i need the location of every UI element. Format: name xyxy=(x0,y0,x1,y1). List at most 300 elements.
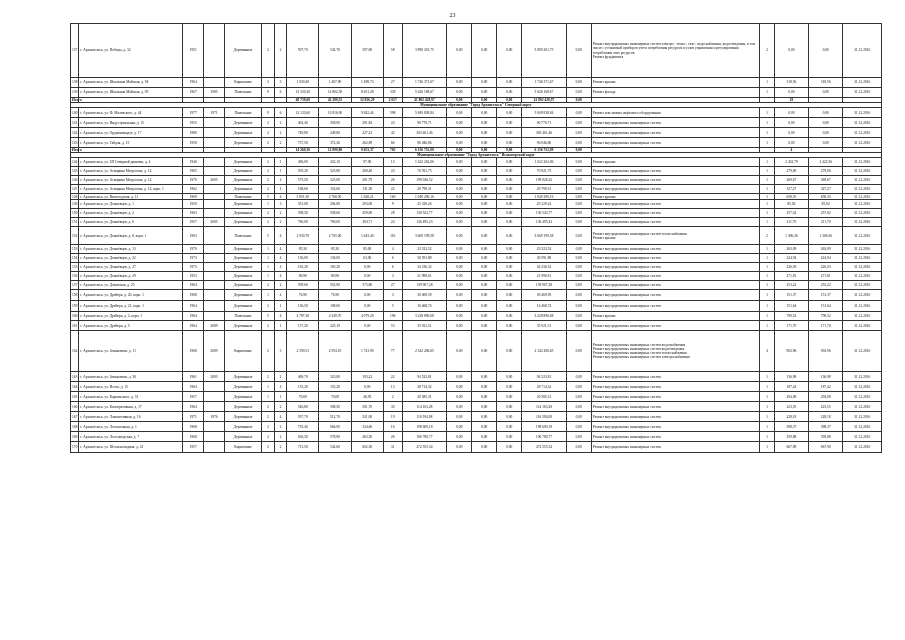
unit-cost-cell: 658,35 xyxy=(774,194,808,200)
total-cost-cell: 70 921,75 xyxy=(402,167,447,176)
residents-cell: 24 xyxy=(383,118,402,128)
entrances-cell: 1 xyxy=(274,158,286,167)
premises-area-cell: 80,90 xyxy=(319,272,351,281)
premises-area-cell: 2 765,00 xyxy=(319,227,351,245)
municipal-cost-cell: 0,00 xyxy=(497,263,522,272)
residential-area-cell: 0,00 xyxy=(351,272,383,281)
total-area-cell: 402,40 xyxy=(287,118,319,128)
total-area-cell: 575,50 xyxy=(287,176,319,185)
owners-cost-cell: 136 495,23 xyxy=(522,218,567,227)
unit-cost-cell: 667,90 xyxy=(774,442,808,453)
limit-cost-cell: 85,92 xyxy=(809,200,843,209)
limit-cost-cell: 2 422,36 xyxy=(809,158,843,167)
fund-cost-cell: 0,00 xyxy=(447,200,472,209)
work-count-cell: 1 xyxy=(760,321,775,331)
year-built-cell: 1946 xyxy=(183,158,204,167)
limit-cost-cell: 151,37 xyxy=(809,290,843,301)
works-cell xyxy=(591,138,759,148)
work-type: Ремонт крыши xyxy=(592,235,616,240)
total-cost-cell: 2 342 206,65 xyxy=(402,331,447,372)
address-cell: г. Архангельск, ул. Орджоникидзе, д. 17 xyxy=(79,128,183,138)
municipal-cost-cell: 0,00 xyxy=(497,432,522,442)
works-cell xyxy=(591,412,759,422)
work-type: Ремонт внутридомовых инженерных систем xyxy=(592,274,661,279)
owners-cost-cell: 198 609,18 xyxy=(522,422,567,432)
owners-cost-cell: 130 543,77 xyxy=(522,209,567,218)
unit-cost-cell: 19 xyxy=(774,98,808,103)
work-type: Ремонт внутридомовых инженерных систем электро-, тепло-, газо-, водоснабжения, водоотведения, в том числе с установкой приборов учета потребления ресурсов и узлов управления и регулирования потребления этих ресурсов xyxy=(592,42,755,55)
residents-cell: 6 xyxy=(383,254,402,263)
completion-date-cell: 31.12.2016 xyxy=(843,118,882,128)
owners-cost-cell: 116 594,08 xyxy=(522,412,567,422)
other-cost-cell: 0,00 xyxy=(566,24,591,78)
other-cost-cell: 0,00 xyxy=(566,200,591,209)
year-renovated-cell xyxy=(204,185,225,194)
unit-cost-cell: 318,56 xyxy=(774,78,808,88)
owners-cost-cell: 139 967,28 xyxy=(522,281,567,290)
residents-cell: 9 xyxy=(383,200,402,209)
entrances-cell: 2 xyxy=(274,128,286,138)
municipal-cost-cell: 0,00 xyxy=(497,78,522,88)
work-count-cell: 1 xyxy=(760,245,775,254)
other-cost-cell: 0,00 xyxy=(566,245,591,254)
residents-cell: 339 xyxy=(383,88,402,98)
row-number: 141 xyxy=(71,118,79,128)
page-number: 23 xyxy=(449,13,456,19)
work-count-cell: 1 xyxy=(760,442,775,453)
address-cell: г. Архангельск, ул. Дежнёвцев, д. 29 xyxy=(79,272,183,281)
row-number: 148 xyxy=(72,194,78,199)
regional-cost-cell: 0,00 xyxy=(472,148,497,153)
works-cell xyxy=(591,218,759,227)
completion-date-cell: 31.12.2016 xyxy=(843,128,882,138)
works-cell xyxy=(591,78,759,88)
work-count-cell: 1 xyxy=(760,218,775,227)
residents-cell: 19 xyxy=(383,412,402,422)
unit-cost-cell: 151,37 xyxy=(774,290,808,301)
row-number: 164 xyxy=(71,382,79,392)
floors-cell: 2 xyxy=(262,422,274,432)
residential-area-cell: 0,00 xyxy=(351,301,383,312)
other-cost-cell: 0,00 xyxy=(566,98,591,103)
completion-date-cell: 31.12.2016 xyxy=(843,200,882,209)
completion-date-cell: 31.12.2016 xyxy=(843,185,882,194)
wall-material-cell: Деревянные xyxy=(224,128,261,138)
total-cost-cell: 35 921,51 xyxy=(402,321,447,331)
residential-area-cell: 293,00 xyxy=(351,200,383,209)
works-cell xyxy=(591,301,759,312)
completion-date-cell: 31.12.2016 xyxy=(843,402,882,412)
table-row xyxy=(71,108,882,118)
floors-cell: 2 xyxy=(262,118,274,128)
work-count-cell: 1 xyxy=(760,138,775,148)
floors-cell: 1 xyxy=(262,382,274,392)
owners-cost-cell: 35 921,51 xyxy=(522,321,567,331)
unit-cost-cell: 294,08 xyxy=(774,392,808,402)
year-renovated-cell xyxy=(204,254,225,263)
total-cost-cell: 3 228 890,68 xyxy=(402,312,447,321)
total-cost-cell: 5 626 168,67 xyxy=(402,88,447,98)
premises-area-cell: 760,00 xyxy=(319,218,351,227)
works-cell xyxy=(591,392,759,402)
entrances-cell: 2 xyxy=(274,209,286,218)
row-number: Итого xyxy=(72,98,82,102)
other-cost-cell: 0,00 xyxy=(566,209,591,218)
fund-cost-cell: 0,00 xyxy=(447,209,472,218)
unit-cost-cell: 224,94 xyxy=(774,254,808,263)
works-cell xyxy=(591,185,759,194)
address-cell: г. Архангельск, ул. Дежнёвцев, д. 27 xyxy=(79,263,183,272)
residents-cell: 30 xyxy=(383,402,402,412)
table-row xyxy=(71,392,882,402)
total-cost-cell: 30 591,88 xyxy=(402,254,447,263)
year-renovated-cell xyxy=(204,281,225,290)
year-built-cell: 1977 xyxy=(183,108,204,118)
entrances-cell: 2 xyxy=(274,372,286,382)
address-cell: г. Архангельск, ул. Лесозаводская, д. 7 xyxy=(79,432,183,442)
row-number: 166 xyxy=(71,402,79,412)
premises-area-cell: 558,60 xyxy=(319,209,351,218)
row-number: 146 xyxy=(71,176,79,185)
row-number: 161 xyxy=(71,321,79,331)
municipal-cost-cell: 0,00 xyxy=(497,98,522,103)
row-number: 155 xyxy=(71,263,79,272)
year-renovated-cell xyxy=(204,200,225,209)
fund-cost-cell: 0,00 xyxy=(447,392,472,402)
total-cost-cell: 1 746 371,67 xyxy=(402,78,447,88)
total-cost-cell: 21 990,61 xyxy=(402,272,447,281)
municipal-cost-cell: 0,00 xyxy=(497,402,522,412)
fund-cost-cell: 0,00 xyxy=(447,331,472,372)
other-cost-cell: 0,00 xyxy=(566,88,591,98)
total-cost-cell: 136 495,23 xyxy=(402,218,447,227)
table-row xyxy=(71,331,882,372)
entrances-cell: 2 xyxy=(274,432,286,442)
unit-cost-cell: 271,81 xyxy=(774,272,808,281)
limit-cost-cell: 0,00 xyxy=(809,108,843,118)
residential-area-cell: 373,80 xyxy=(351,281,383,290)
entrances-cell: 3 xyxy=(274,331,286,372)
regional-cost-cell: 0,00 xyxy=(472,167,497,176)
other-cost-cell: 0,00 xyxy=(566,412,591,422)
limit-cost-cell: 318,56 xyxy=(809,78,843,88)
works-cell xyxy=(591,200,759,209)
wall-material-cell: Деревянные xyxy=(224,272,261,281)
wall-material-cell: Кирпичные xyxy=(224,442,261,453)
fund-cost-cell: 0,00 xyxy=(447,218,472,227)
total-area-cell: 595,20 xyxy=(287,167,319,176)
residential-area-cell: 494,71 xyxy=(351,218,383,227)
residents-cell: 26 xyxy=(383,432,402,442)
wall-material-cell: Панельные xyxy=(224,194,261,200)
residents-cell: 16 xyxy=(383,422,402,432)
regional-cost-cell: 0,00 xyxy=(472,227,497,245)
work-count-cell: 1 xyxy=(760,402,775,412)
residents-cell: 196 xyxy=(383,312,402,321)
wall-material-cell: Деревянные xyxy=(224,218,261,227)
fund-cost-cell: 0,00 xyxy=(447,372,472,382)
floors-cell: 1 xyxy=(262,245,274,254)
unit-cost-cell: 0,00 xyxy=(774,24,808,78)
works-cell xyxy=(591,209,759,218)
residents-cell: 4 xyxy=(383,245,402,254)
year-renovated-cell xyxy=(204,382,225,392)
year-built-cell: 1957 xyxy=(183,392,204,402)
residents-cell: 765 xyxy=(383,148,402,153)
completion-date-cell: 31.12.2016 xyxy=(843,24,882,78)
works-cell xyxy=(591,382,759,392)
fund-cost-cell: 0,00 xyxy=(447,128,472,138)
residential-area-cell: 0,00 xyxy=(351,382,383,392)
residents-cell: 24 xyxy=(383,167,402,176)
year-built-cell: 1950 xyxy=(183,200,204,209)
address-cell: г. Архангельск, ул. Дежнёвцев, д. 6 xyxy=(79,218,183,227)
unit-cost-cell: 211,70 xyxy=(774,218,808,227)
total-cost-cell: 30 469,59 xyxy=(402,290,447,301)
completion-date-cell: 31.12.2016 xyxy=(843,254,882,263)
fund-cost-cell: 0,00 xyxy=(447,148,472,153)
other-cost-cell: 0,00 xyxy=(566,167,591,176)
address-cell: г. Архангельск, ул. Дежнёвцев, д. 13 xyxy=(79,245,183,254)
premises-area-cell: 249,80 xyxy=(319,128,351,138)
fund-cost-cell: 0,00 xyxy=(447,382,472,392)
municipal-cost-cell: 0,00 xyxy=(497,118,522,128)
total-area-cell: 136,50 xyxy=(287,301,319,312)
regional-cost-cell: 0,00 xyxy=(472,422,497,432)
table-row xyxy=(71,245,882,254)
year-built-cell: 1951 xyxy=(183,24,204,78)
unit-cost-cell: 4 xyxy=(774,148,808,153)
wall-material-cell: Деревянные xyxy=(224,176,261,185)
premises-area-cell: 70,00 xyxy=(319,392,351,402)
row-number: 158 xyxy=(71,290,79,301)
floors-cell: 2 xyxy=(262,321,274,331)
year-renovated-cell: 1985 xyxy=(204,88,225,98)
limit-cost-cell: 294,08 xyxy=(809,392,843,402)
year-built-cell: 1968 xyxy=(183,331,204,372)
limit-cost-cell: 0,00 xyxy=(809,138,843,148)
premises-area-cell: 12 800,86 xyxy=(319,148,351,153)
premises-area-cell: 42 289,55 xyxy=(319,98,351,103)
total-cost-cell: 1 049 290,16 xyxy=(402,194,447,200)
row-number: 153 xyxy=(71,245,79,254)
table-row xyxy=(71,290,882,301)
total-area-cell: 456,00 xyxy=(287,158,319,167)
row-number: 170 xyxy=(71,442,79,453)
other-cost-cell: 0,00 xyxy=(566,331,591,372)
total-area-cell: 168,60 xyxy=(287,185,319,194)
year-renovated-cell xyxy=(204,301,225,312)
works-cell xyxy=(591,422,759,432)
residential-area-cell: 9 653,37 xyxy=(351,148,383,153)
municipal-cost-cell: 0,00 xyxy=(497,108,522,118)
work-count-cell: 2 xyxy=(760,24,775,78)
work-type: Ремонт внутридомовых инженерных систем xyxy=(592,120,661,125)
completion-date-cell: 31.12.2016 xyxy=(843,218,882,227)
owners-cost-cell: 1 746 371,67 xyxy=(522,78,567,88)
limit-cost-cell: 257,02 xyxy=(809,209,843,218)
premises-area-cell: 225,19 xyxy=(319,321,351,331)
total-area-cell: 737,50 xyxy=(287,138,319,148)
year-built-cell: 1963 xyxy=(183,227,204,245)
row-number: 150 xyxy=(71,209,79,218)
work-count-cell: 1 xyxy=(760,158,775,167)
address-cell: г. Архангельск, ул. Дежневцев, д. 1 xyxy=(79,200,183,209)
work-count-cell: 1 xyxy=(760,382,775,392)
unit-cost-cell: 0,00 xyxy=(774,138,808,148)
owners-cost-cell: 34 236,32 xyxy=(522,263,567,272)
total-area-cell: 70,00 xyxy=(287,392,319,402)
year-renovated-cell: 1976 xyxy=(204,412,225,422)
work-count-cell: 1 xyxy=(760,412,775,422)
other-cost-cell: 0,00 xyxy=(566,185,591,194)
residential-area-cell: 459,00 xyxy=(351,209,383,218)
residential-area-cell: 85,00 xyxy=(351,245,383,254)
address-cell: г. Архангельск, ул. Индустриальная, д. 15 xyxy=(79,118,183,128)
work-count-cell: 1 xyxy=(760,167,775,176)
entrances-cell: 2 xyxy=(274,281,286,290)
limit-cost-cell: 224,94 xyxy=(809,254,843,263)
total-area-cell: 14 260,30 xyxy=(287,148,319,153)
works-cell xyxy=(591,321,759,331)
wall-material-cell: Панельные xyxy=(224,108,261,118)
year-built-cell: 1964 xyxy=(183,402,204,412)
total-area-cell: 76,90 xyxy=(287,290,319,301)
row-number: 167 xyxy=(71,412,79,422)
work-type: Ремонт внутридомовых инженерных систем теплоснабжения xyxy=(592,351,687,356)
owners-cost-cell: 199 026,52 xyxy=(522,176,567,185)
entrances-cell: 2 xyxy=(274,218,286,227)
premises-area-cell: 523,80 xyxy=(319,167,351,176)
owners-cost-cell: 5 849 838,84 xyxy=(522,108,567,118)
total-area-cell: 2 590,51 xyxy=(287,331,319,372)
owners-cost-cell: 1 049 290,16 xyxy=(522,194,567,200)
municipal-cost-cell: 0,00 xyxy=(497,442,522,453)
completion-date-cell: 31.12.2016 xyxy=(843,422,882,432)
premises-area-cell: 85,30 xyxy=(319,245,351,254)
table-row xyxy=(71,321,882,331)
row-number: 152 xyxy=(71,227,79,245)
total-area-cell: 85,30 xyxy=(287,245,319,254)
work-count-cell: 1 xyxy=(760,185,775,194)
limit-cost-cell: 327,27 xyxy=(809,185,843,194)
work-type: Ремонт внутридомовых инженерных систем xyxy=(592,304,661,309)
wall-material-cell: Кирпичные xyxy=(224,331,261,372)
completion-date-cell: 31.12.2016 xyxy=(843,331,882,372)
owners-cost-cell: 472 555,34 xyxy=(522,442,567,453)
residential-area-cell: 463,30 xyxy=(351,432,383,442)
table-row xyxy=(71,263,882,272)
work-type: Ремонт внутридомовых инженерных систем xyxy=(592,445,661,450)
municipal-cost-cell: 0,00 xyxy=(497,422,522,432)
limit-cost-cell: 263,09 xyxy=(809,245,843,254)
floors-cell: 2 xyxy=(262,331,274,372)
work-type: Ремонт внутридомовых инженерных систем xyxy=(592,265,661,270)
table-row xyxy=(71,118,882,128)
premises-area-cell: 512,70 xyxy=(319,412,351,422)
fund-cost-cell: 0,00 xyxy=(447,263,472,272)
unit-cost-cell: 253,22 xyxy=(774,281,808,290)
year-built-cell: 1962 xyxy=(183,185,204,194)
total-area-cell: 546,80 xyxy=(287,402,319,412)
limit-cost-cell: 790,52 xyxy=(809,312,843,321)
work-count-cell: 1 xyxy=(760,290,775,301)
premises-area-cell: 154,60 xyxy=(319,185,351,194)
total-area-cell: 599,60 xyxy=(287,281,319,290)
other-cost-cell: 0,00 xyxy=(566,272,591,281)
work-count-cell: 1 xyxy=(760,88,775,98)
residents-cell: 22 xyxy=(383,372,402,382)
row-number: 168 xyxy=(71,422,79,432)
wall-material-cell: Деревянные xyxy=(224,185,261,194)
entrances-cell: 2 xyxy=(274,176,286,185)
residential-area-cell: 201,79 xyxy=(351,176,383,185)
other-cost-cell: 0,00 xyxy=(566,148,591,153)
unit-cost-cell: 0,00 xyxy=(774,128,808,138)
address-cell: г. Архангельск, ул. Победы, д. 32 xyxy=(79,24,183,78)
total-cost-cell: 16 468,74 xyxy=(402,301,447,312)
wall-material-cell: Деревянные xyxy=(224,412,261,422)
wall-material-cell: Деревянные xyxy=(224,321,261,331)
floors-cell: 1 xyxy=(262,200,274,209)
floors-cell: 2 xyxy=(262,372,274,382)
other-cost-cell: 0,00 xyxy=(566,194,591,200)
residential-area-cell: 324,60 xyxy=(351,422,383,432)
limit-cost-cell: 359,88 xyxy=(809,432,843,442)
total-cost-cell: 1 622 262,06 xyxy=(402,158,447,167)
other-cost-cell: 0,00 xyxy=(566,281,591,290)
work-type: Ремонт фасада xyxy=(592,90,616,95)
year-built-cell: 1965 xyxy=(183,167,204,176)
entrances-cell: 2 xyxy=(274,402,286,412)
floors-cell: 2 xyxy=(262,432,274,442)
residents-cell: 3 xyxy=(383,272,402,281)
owners-cost-cell: 23 523,52 xyxy=(522,245,567,254)
residential-area-cell: 0,00 xyxy=(351,321,383,331)
other-cost-cell: 0,00 xyxy=(566,158,591,167)
year-built-cell: 1968 xyxy=(183,290,204,301)
work-count-cell: 1 xyxy=(760,372,775,382)
work-type: Ремонт внутридомовых инженерных систем xyxy=(592,293,661,298)
work-count-cell: 1 xyxy=(760,118,775,128)
completion-date-cell: 31.12.2016 xyxy=(843,263,882,272)
year-built-cell: 1964 xyxy=(183,281,204,290)
entrances-cell: 3 xyxy=(274,78,286,88)
regional-cost-cell: 0,00 xyxy=(472,245,497,254)
municipal-cost-cell: 0,00 xyxy=(497,158,522,167)
municipal-cost-cell: 0,00 xyxy=(497,301,522,312)
completion-date-cell: 31.12.2016 xyxy=(843,227,882,245)
work-type: Ремонт внутридомовых инженерных систем xyxy=(592,394,661,399)
address-cell: г. Архангельск, ул. Школьная Майская, д. 95 xyxy=(79,88,183,98)
residents-cell: 77 xyxy=(383,331,402,372)
wall-material-cell: Деревянные xyxy=(224,158,261,167)
year-built-cell: 1980 xyxy=(183,128,204,138)
wall-material-cell: Деревянные xyxy=(224,24,261,78)
completion-date-cell: 31.12.2016 xyxy=(843,432,882,442)
address-cell: г. Архангельск, ул. Штольноподная, д. 41 xyxy=(79,442,183,453)
total-area-cell: 165,20 xyxy=(287,263,319,272)
table-row xyxy=(71,138,882,148)
residential-area-cell: 97,00 xyxy=(351,158,383,167)
works-cell xyxy=(591,272,759,281)
year-renovated-cell xyxy=(204,245,225,254)
regional-cost-cell: 0,00 xyxy=(472,331,497,372)
residents-cell: 160 xyxy=(383,194,402,200)
regional-cost-cell: 0,00 xyxy=(472,138,497,148)
regional-cost-cell: 0,00 xyxy=(472,128,497,138)
completion-date-cell: 31.12.2016 xyxy=(843,392,882,402)
